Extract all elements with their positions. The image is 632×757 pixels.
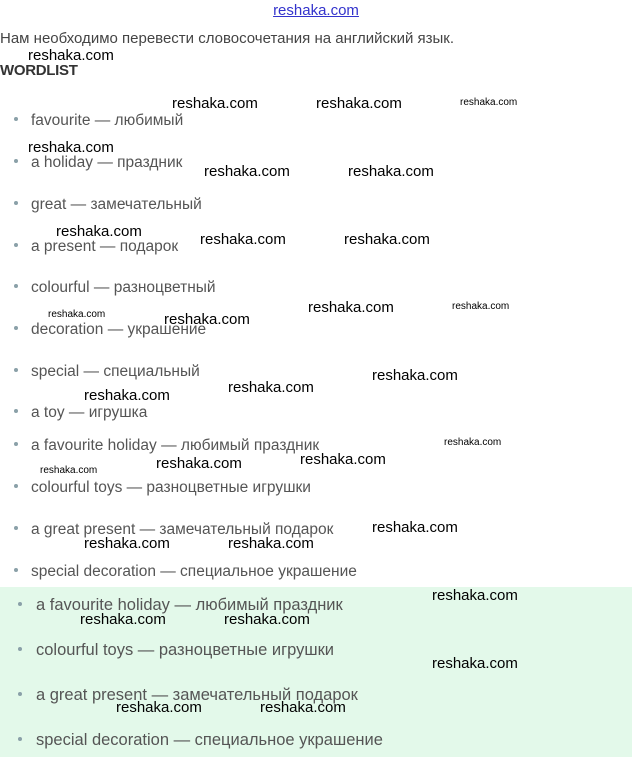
list-item-text: special decoration — специальное украшение [31, 563, 357, 580]
watermark: reshaka.com [56, 223, 142, 240]
list-item-text: colourful toys — разноцветные игрушки [31, 479, 311, 496]
list-item [14, 437, 319, 455]
watermark: reshaka.com [224, 611, 310, 628]
watermark: reshaka.com [204, 163, 290, 180]
list-item [14, 563, 357, 581]
answer-item [18, 641, 334, 660]
watermark: reshaka.com [308, 299, 394, 316]
intro-text: Нам необходимо перевести словосочетания на английский язык. [0, 30, 455, 47]
watermark: reshaka.com [460, 97, 518, 108]
watermark: reshaka.com [432, 655, 518, 672]
watermark: reshaka.com [344, 231, 430, 248]
bullet-icon [14, 243, 18, 247]
watermark: reshaka.com [164, 311, 250, 328]
bullet-icon [14, 201, 18, 205]
watermark: reshaka.com [172, 95, 258, 112]
watermark: reshaka.com [84, 535, 170, 552]
list-item-text: favourite — любимый [31, 112, 184, 129]
watermark: reshaka.com [348, 163, 434, 180]
watermark: reshaka.com [116, 699, 202, 716]
list-item-text: a toy — игрушка [31, 404, 148, 421]
watermark: reshaka.com [40, 465, 98, 476]
list-item-text: colourful — разноцветный [31, 279, 216, 296]
bullet-icon [14, 326, 18, 330]
bullet-icon [14, 568, 18, 572]
bullet-icon [14, 409, 18, 413]
watermark: reshaka.com [444, 437, 502, 448]
list-item-text: great — замечательный [31, 196, 202, 213]
bullet-icon [18, 602, 22, 606]
watermark: reshaka.com [432, 587, 518, 604]
bullet-icon [18, 692, 22, 696]
watermark: reshaka.com [28, 139, 114, 156]
answer-item [18, 731, 383, 750]
answer-item-text: colourful toys — разноцветные игрушки [36, 641, 334, 659]
bullet-icon [18, 737, 22, 741]
watermark: reshaka.com [84, 387, 170, 404]
bullet-icon [14, 368, 18, 372]
watermark: reshaka.com [300, 451, 386, 468]
list-item [14, 404, 147, 422]
watermark: reshaka.com [228, 535, 314, 552]
list-item-text: a holiday — праздник [31, 154, 183, 171]
watermark: reshaka.com [28, 47, 114, 64]
list-item-text: a great present — замечательный подарок [31, 521, 334, 538]
bullet-icon [14, 484, 18, 488]
bullet-icon [18, 647, 22, 651]
wordlist-heading: WORDLIST [0, 62, 78, 79]
list-item [14, 479, 311, 497]
watermark: reshaka.com [156, 455, 242, 472]
bullet-icon [14, 526, 18, 530]
watermark: reshaka.com [200, 231, 286, 248]
bullet-icon [14, 117, 18, 121]
list-item-text: decoration — украшение [31, 321, 207, 338]
bullet-icon [14, 159, 18, 163]
list-item [14, 238, 178, 256]
list-item [14, 196, 202, 214]
list-item [14, 154, 182, 172]
list-item [14, 279, 216, 297]
list-item-text: a present — подарок [31, 238, 179, 255]
watermark: reshaka.com [452, 301, 510, 312]
watermark: reshaka.com [80, 611, 166, 628]
list-item-text: a favourite holiday — любимый праздник [31, 437, 320, 454]
list-item [14, 363, 200, 381]
list-item [14, 112, 183, 130]
bullet-icon [14, 442, 18, 446]
bullet-icon [14, 284, 18, 288]
site-header-link[interactable]: reshaka.com [273, 2, 359, 19]
answer-item-text: a favourite holiday — любимый праздник [36, 596, 343, 614]
watermark: reshaka.com [316, 95, 402, 112]
watermark: reshaka.com [372, 519, 458, 536]
watermark: reshaka.com [372, 367, 458, 384]
answer-item-text: special decoration — специальное украшение [36, 731, 383, 749]
watermark: reshaka.com [48, 309, 106, 320]
watermark: reshaka.com [228, 379, 314, 396]
answer-item-text: a great present — замечательный подарок [36, 686, 358, 704]
watermark: reshaka.com [260, 699, 346, 716]
list-item-text: special — специальный [31, 363, 200, 380]
